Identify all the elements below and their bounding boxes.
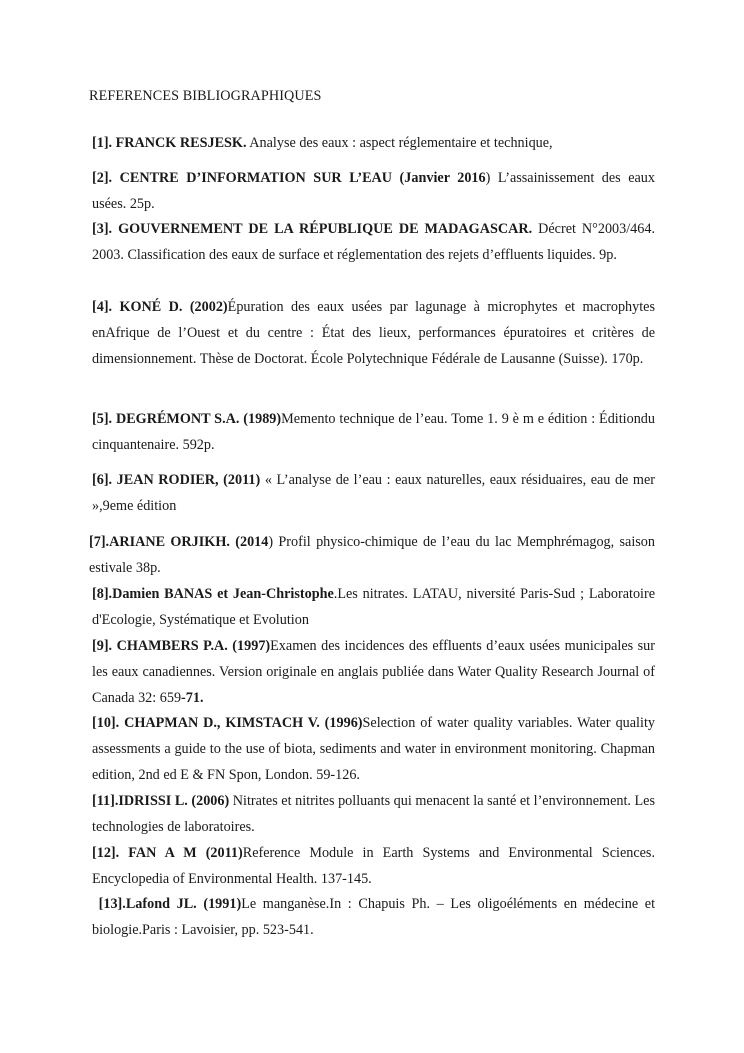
- reference-1: [92, 130, 655, 156]
- reference-text: Memento technique de l’eau. Tome 1. 9 è m e édition : Éditiondu cinquantenaire. 592p.: [92, 411, 655, 453]
- reference-text: Décret N°2003/464. 2003. Classification des eaux de surface et réglementation des rejets d’effluents liquides. 9p.: [92, 221, 655, 263]
- page-title: REFERENCES BIBLIOGRAPHIQUES: [89, 88, 322, 104]
- reference-author: JEAN RODIER, (2011): [116, 472, 261, 488]
- reference-6: [92, 467, 655, 519]
- reference-author: GOUVERNEMENT DE LA RÉPUBLIQUE DE MADAGASCAR.: [118, 221, 533, 237]
- reference-author: CHAPMAN D., KIMSTACH V. (1996): [124, 715, 363, 731]
- reference-5: [92, 406, 655, 458]
- reference-12: [92, 840, 655, 892]
- reference-13: [92, 891, 655, 943]
- reference-number: [5].: [92, 411, 116, 427]
- reference-author: Lafond JL. (1991): [125, 896, 242, 912]
- reference-number: [9].: [92, 638, 117, 654]
- reference-text: .Les nitrates. LATAU, niversité Paris-Sud ; Laboratoire d'Ecologie, Systématique et Evolution: [92, 586, 655, 628]
- reference-text: « L’analyse de l’eau : eaux naturelles, eaux résiduaires, eau de mer »,9eme édition: [92, 472, 655, 514]
- reference-number: [2].: [92, 170, 120, 186]
- reference-number: [12].: [92, 845, 129, 861]
- reference-2: [92, 165, 655, 217]
- reference-4: [92, 294, 655, 372]
- reference-text: Reference Module in Earth Systems and Environmental Sciences. Encyclopedia of Environmental Health. 137-145.: [92, 845, 656, 887]
- reference-text: Le manganèse.In : Chapuis Ph. – Les oligoéléments en médecine et biologie.Paris : Lavoisier, pp. 523-541.: [92, 896, 656, 938]
- reference-number: [1].: [92, 135, 116, 151]
- reference-text: Analyse des eaux : aspect réglementaire et technique,: [246, 135, 553, 151]
- reference-author: IDRISSI L. (2006): [118, 793, 230, 809]
- reference-author: CENTRE D’INFORMATION SUR L’EAU (: [119, 170, 405, 186]
- reference-number: [8].: [92, 586, 113, 602]
- reference-9: [92, 633, 655, 711]
- reference-year: Janvier 2016: [404, 170, 486, 186]
- reference-text: Nitrates et nitrites polluants qui menacent la santé et l’environnement. Les technologies de laboratoires.: [92, 793, 656, 835]
- reference-3: [92, 216, 655, 268]
- reference-author: CHAMBERS P.A. (1997): [116, 638, 271, 654]
- reference-author: FRANCK RESJESK.: [115, 135, 247, 151]
- reference-author: DEGRÉMONT S.A. (1989): [115, 411, 282, 427]
- reference-number: [3].: [92, 221, 119, 237]
- reference-pages: -71.: [181, 690, 204, 706]
- reference-text: ) L’assainissement des eaux usées. 25p.: [92, 170, 655, 212]
- reference-text: Examen des incidences des effluents d’eaux usées municipales sur les eaux canadiennes. Version originale en anglais publiée dans Water Quality Research Journal of Canada 32: 659: [92, 638, 655, 706]
- reference-text: ) Profil physico-chimique de l’eau du lac Memphrémagog, saison estivale 38p.: [89, 534, 655, 576]
- reference-author: FAN A M (2011): [128, 845, 243, 861]
- reference-11: [92, 788, 655, 840]
- reference-author: ARIANE ORJIKH. (2014: [109, 534, 269, 550]
- reference-author: Damien BANAS et Jean-Christophe: [112, 586, 334, 602]
- reference-number: [7].: [89, 534, 110, 550]
- reference-text: Selection of water quality variables. Water quality assessments a guide to the use of biota, sediments and water in environment monitoring. Chapman edition, 2nd ed E & FN Spon, London. 59-126.: [92, 715, 655, 783]
- reference-number: [13].: [92, 896, 126, 912]
- reference-number: [4].: [92, 299, 120, 315]
- reference-number: [10].: [92, 715, 125, 731]
- reference-8: [92, 581, 655, 633]
- reference-10: [92, 710, 655, 788]
- reference-text: Épuration des eaux usées par lagunage à microphytes et macrophytes enAfrique de l’Ouest et du centre : État des lieux, performances épuratoires et critères de dimensionnement. Thèse de Doctorat. École Polytechnique Fédérale de Lausanne (Suisse). 170p.: [92, 299, 655, 367]
- reference-number: [11].: [92, 793, 119, 809]
- reference-7: [89, 529, 655, 581]
- reference-number: [6].: [92, 472, 117, 488]
- reference-author: KONÉ D. (2002): [119, 299, 228, 315]
